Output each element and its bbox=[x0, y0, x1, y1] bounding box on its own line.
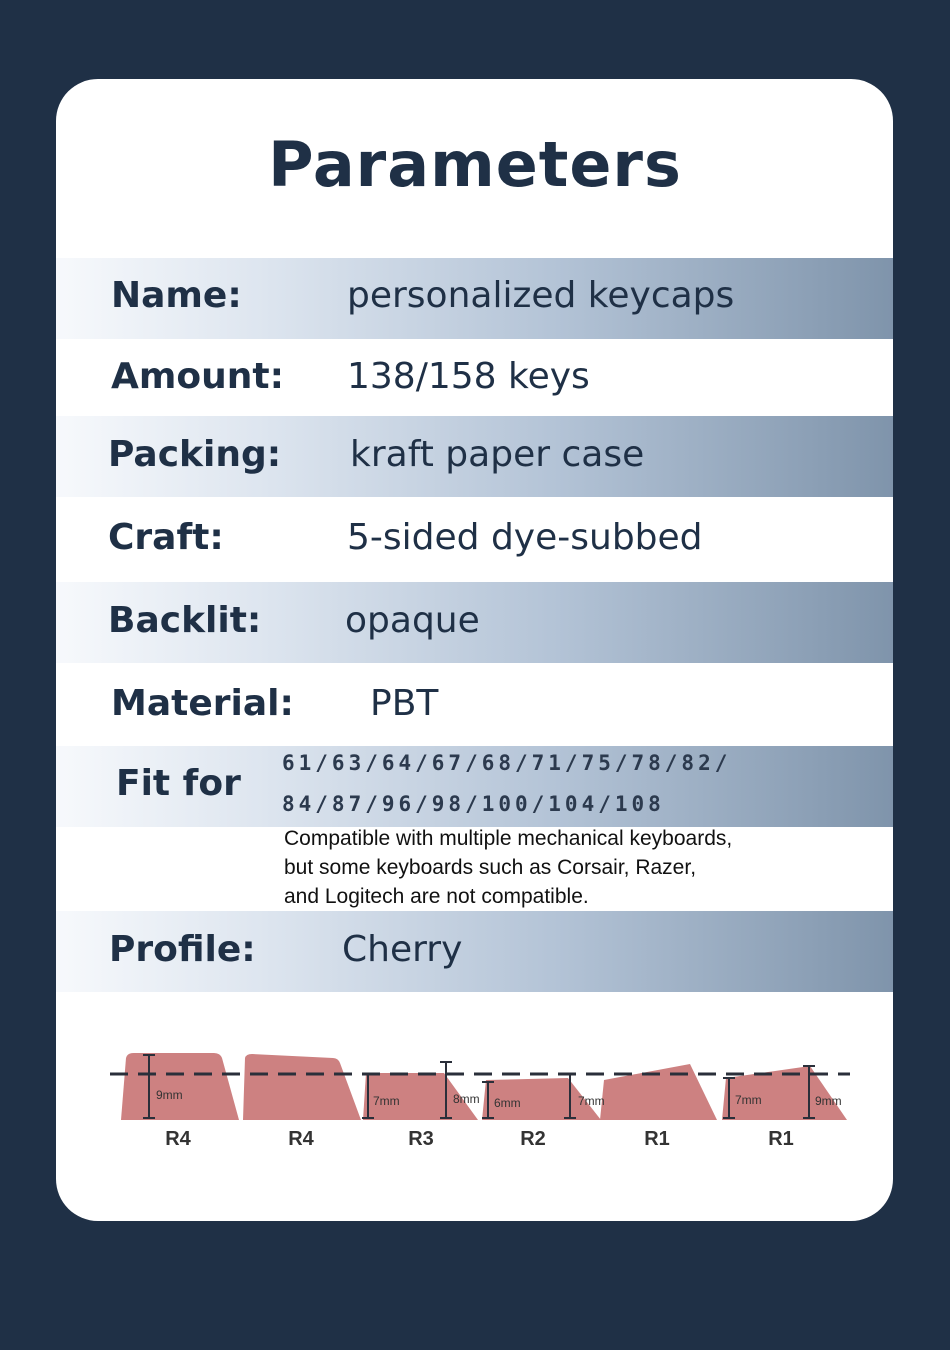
measure-label: 7mm bbox=[578, 1094, 605, 1108]
name-label: Name: bbox=[111, 275, 242, 316]
profile-value: Cherry bbox=[342, 929, 463, 970]
measure-label: 9mm bbox=[815, 1094, 842, 1108]
keycap-shapes bbox=[121, 1053, 847, 1120]
craft-value: 5-sided dye-subbed bbox=[347, 517, 703, 558]
fit-layouts-line2: 84/87/96/98/100/104/108 bbox=[282, 792, 665, 816]
packing-value: kraft paper case bbox=[350, 434, 645, 475]
row-label-r3: R3 bbox=[408, 1128, 434, 1150]
measure-label: 7mm bbox=[373, 1094, 400, 1108]
note-line: and Logitech are not compatible. bbox=[284, 885, 589, 908]
amount-label: Amount: bbox=[111, 356, 284, 397]
note-line: but some keyboards such as Corsair, Razer, bbox=[284, 856, 697, 879]
row-label-r4: R4 bbox=[165, 1128, 191, 1150]
page-title: Parameters bbox=[268, 128, 682, 201]
backlit-label: Backlit: bbox=[108, 600, 262, 641]
keycap-r4 bbox=[121, 1053, 239, 1120]
name-value: personalized keycaps bbox=[347, 275, 735, 316]
backlit-value: opaque bbox=[345, 600, 480, 641]
packing-label: Packing: bbox=[108, 434, 282, 475]
measure-label: 8mm bbox=[453, 1092, 480, 1106]
profile-label: Profile: bbox=[109, 929, 256, 970]
row-label-r4: R4 bbox=[288, 1128, 314, 1150]
amount-value: 138/158 keys bbox=[347, 356, 590, 397]
note-line: Compatible with multiple mechanical keyboards, bbox=[284, 827, 733, 850]
material-label: Material: bbox=[111, 683, 294, 724]
row-label-r2: R2 bbox=[520, 1128, 546, 1150]
measure-label: 9mm bbox=[156, 1088, 183, 1102]
fit-label: Fit for bbox=[116, 763, 241, 804]
measure-label: 6mm bbox=[494, 1096, 521, 1110]
keycap-r4 bbox=[243, 1054, 361, 1120]
fit-layouts-line1: 61/63/64/67/68/71/75/78/82/ bbox=[282, 751, 732, 775]
measure-label: 7mm bbox=[735, 1093, 762, 1107]
row-label-r1: R1 bbox=[768, 1128, 794, 1150]
craft-label: Craft: bbox=[108, 517, 224, 558]
row-label-r1: R1 bbox=[644, 1128, 670, 1150]
keycap-r1 bbox=[600, 1064, 717, 1120]
material-value: PBT bbox=[370, 683, 439, 724]
